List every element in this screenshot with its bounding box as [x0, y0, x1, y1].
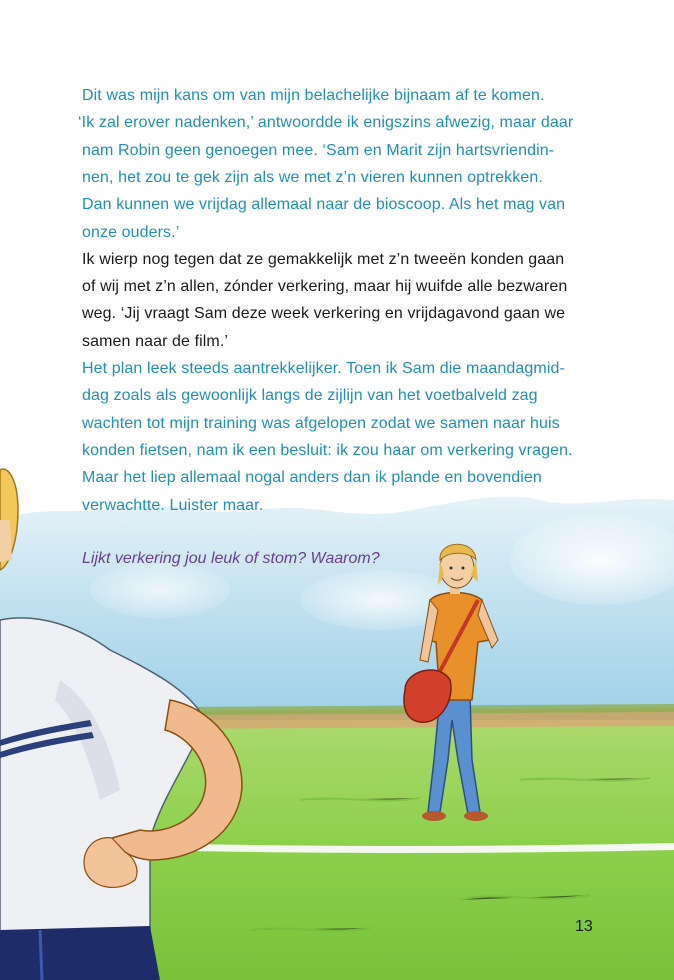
- text-line: weg. ‘Jij vraagt Sam deze week verkering en vrijdagavond gaan we: [82, 305, 566, 323]
- text-line: of wij met z’n allen, zónder verkering, maar hij wuifde alle bezwaren: [82, 278, 568, 296]
- text-line: konden fietsen, nam ik een besluit: ik zou haar om verkering vragen.: [82, 441, 573, 459]
- text-line: wachten tot mijn training was afgelopen zodat we samen naar huis: [82, 414, 560, 432]
- text-line: onze ouders.’: [82, 223, 180, 241]
- discussion-question: Lijkt verkering jou leuk of stom? Waarom?: [82, 550, 380, 567]
- text-line: verwachtte. Luister maar.: [82, 496, 264, 514]
- text-line: Dit was mijn kans om van mijn belachelijke bijnaam af te komen.: [82, 87, 545, 104]
- text-line: Het plan leek steeds aantrekkelijker. Toen ik Sam die maandagmid-: [82, 360, 565, 377]
- text-line: samen naar de film.’: [82, 332, 229, 350]
- text-line: nen, het zou te gek zijn als we met z’n vieren kunnen optrekken.: [82, 168, 543, 186]
- text-line: Dan kunnen we vrijdag allemaal naar de bioscoop. Als het mag van: [82, 196, 566, 214]
- text-line: Maar het liep allemaal nogal anders dan ik plande en bovendien: [82, 469, 542, 487]
- text-line: ‘Ik zal erover nadenken,’ antwoordde ik enigszins afwezig, maar daar: [78, 114, 574, 132]
- text-line: nam Robin geen genoegen mee. ‘Sam en Marit zijn hartsvriendin-: [82, 141, 555, 159]
- text-line: dag zoals als gewoonlijk langs de zijlijn van het voetbalveld zag: [82, 387, 538, 405]
- page-number: 13: [575, 918, 593, 935]
- text-line: Ik wierp nog tegen dat ze gemakkelijk met z’n tweeën konden gaan: [82, 250, 565, 268]
